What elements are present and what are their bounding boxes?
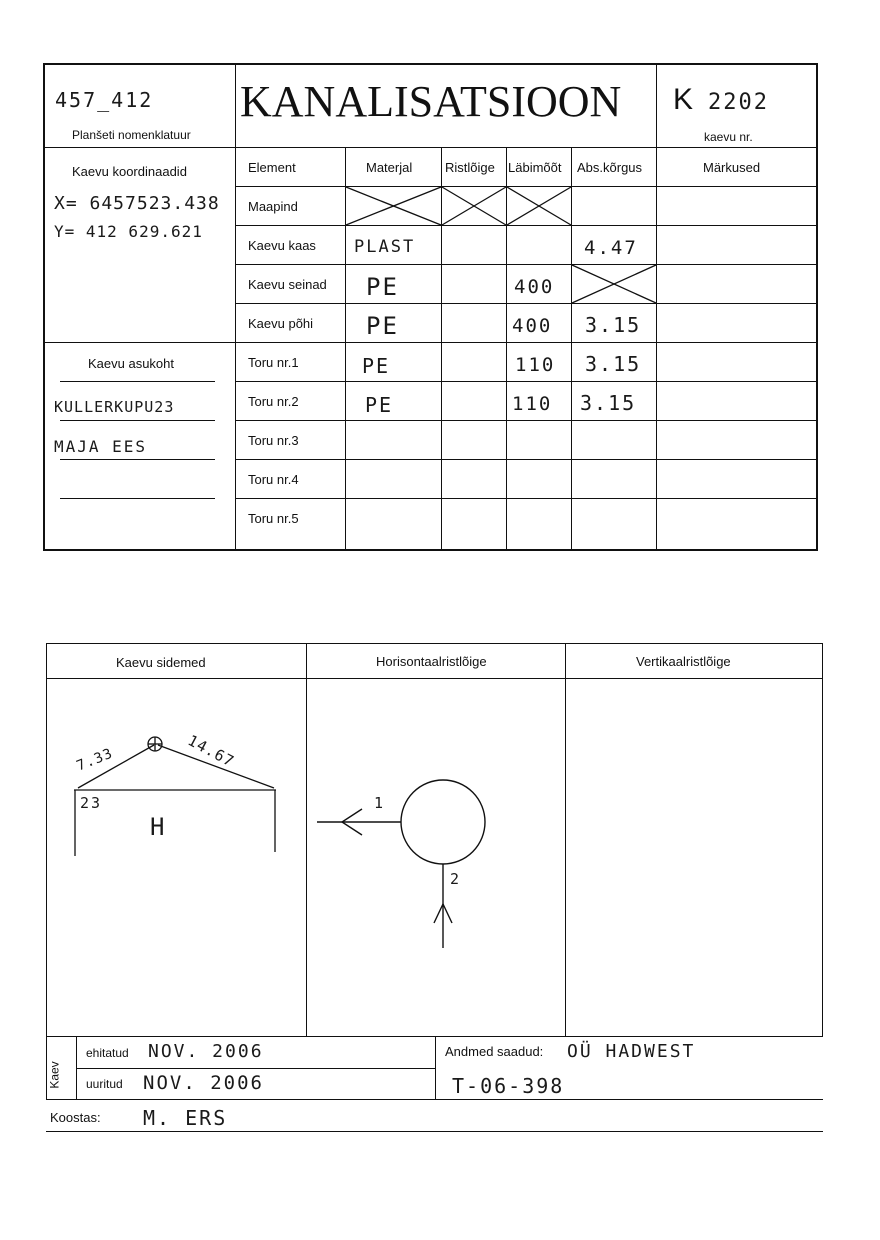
coord-y: Y= 412 629.621 <box>54 222 203 241</box>
built-label: ehitatud <box>86 1046 129 1060</box>
col-vertical-header: Vertikaalristlõige <box>636 654 731 669</box>
row-element: Kaevu kaas <box>248 238 316 253</box>
location-label: Kaevu asukoht <box>88 356 175 371</box>
source-value: OÜ HADWEST <box>567 1041 696 1062</box>
cell-diameter: 110 <box>512 393 553 415</box>
row-element: Toru nr.4 <box>248 472 299 487</box>
header-diameter: Läbimõõt <box>508 160 562 175</box>
pipe-2-label: 2 <box>450 870 462 888</box>
cell-material: PLAST <box>354 237 416 257</box>
house-letter: H <box>150 813 167 841</box>
nomenclature-value: 457_412 <box>55 88 154 112</box>
page-title: KANALISATSIOON <box>240 77 622 126</box>
row-element: Maapind <box>248 199 298 214</box>
house-number: 23 <box>80 794 103 812</box>
built-value: NOV. 2006 <box>148 1041 264 1062</box>
cell-material: PE <box>366 312 399 340</box>
header-material: Materjal <box>366 160 413 175</box>
cell-abs: 3.15 <box>585 313 642 337</box>
well-prefix: K <box>673 83 694 116</box>
well-number: 2202 <box>708 90 769 115</box>
side-label: Kaev <box>47 1061 62 1089</box>
cell-diameter: 400 <box>514 276 555 298</box>
col-horizontal-header: Horisontaalristlõige <box>376 654 487 669</box>
source-reference: T-06-398 <box>452 1074 565 1098</box>
distance-right: 14.67 <box>184 731 238 771</box>
well-label: kaevu nr. <box>704 130 753 144</box>
cell-abs: 4.47 <box>584 237 638 259</box>
surveyed-label: uuritud <box>86 1077 123 1091</box>
cell-diameter: 400 <box>512 315 553 337</box>
coord-x: X= 6457523.438 <box>54 193 220 214</box>
coords-label: Kaevu koordinaadid <box>72 164 187 179</box>
source-label: Andmed saadud: <box>445 1044 544 1059</box>
cell-material: PE <box>365 393 394 417</box>
location-line1: KULLERKUPU23 <box>54 398 175 416</box>
row-element: Kaevu põhi <box>248 316 314 331</box>
cell-material: PE <box>362 354 391 378</box>
surveyed-value: NOV. 2006 <box>143 1072 264 1094</box>
cell-diameter: 110 <box>515 354 556 376</box>
pipe-1-label: 1 <box>374 794 386 812</box>
header-cross-section: Ristlõige <box>445 160 495 175</box>
location-line2: MAJA EES <box>54 437 148 456</box>
cell-material: PE <box>366 273 399 301</box>
header-notes: Märkused <box>703 160 761 175</box>
distance-left: 7.33 <box>74 745 116 775</box>
row-element: Kaevu seinad <box>248 277 327 292</box>
header-abs-height: Abs.kõrgus <box>577 160 643 175</box>
nomenclature-label: Planšeti nomenklatuur <box>72 128 191 142</box>
row-element: Toru nr.5 <box>248 511 299 526</box>
header-element: Element <box>248 160 296 175</box>
row-element: Toru nr.2 <box>248 394 299 409</box>
cell-abs: 3.15 <box>580 391 637 415</box>
col-connections-header: Kaevu sidemed <box>116 655 206 670</box>
row-element: Toru nr.3 <box>248 433 299 448</box>
row-element: Toru nr.1 <box>248 355 299 370</box>
cell-abs: 3.15 <box>585 352 642 376</box>
compiled-label: Koostas: <box>50 1110 101 1125</box>
compiled-value: M. ERS <box>143 1106 228 1130</box>
